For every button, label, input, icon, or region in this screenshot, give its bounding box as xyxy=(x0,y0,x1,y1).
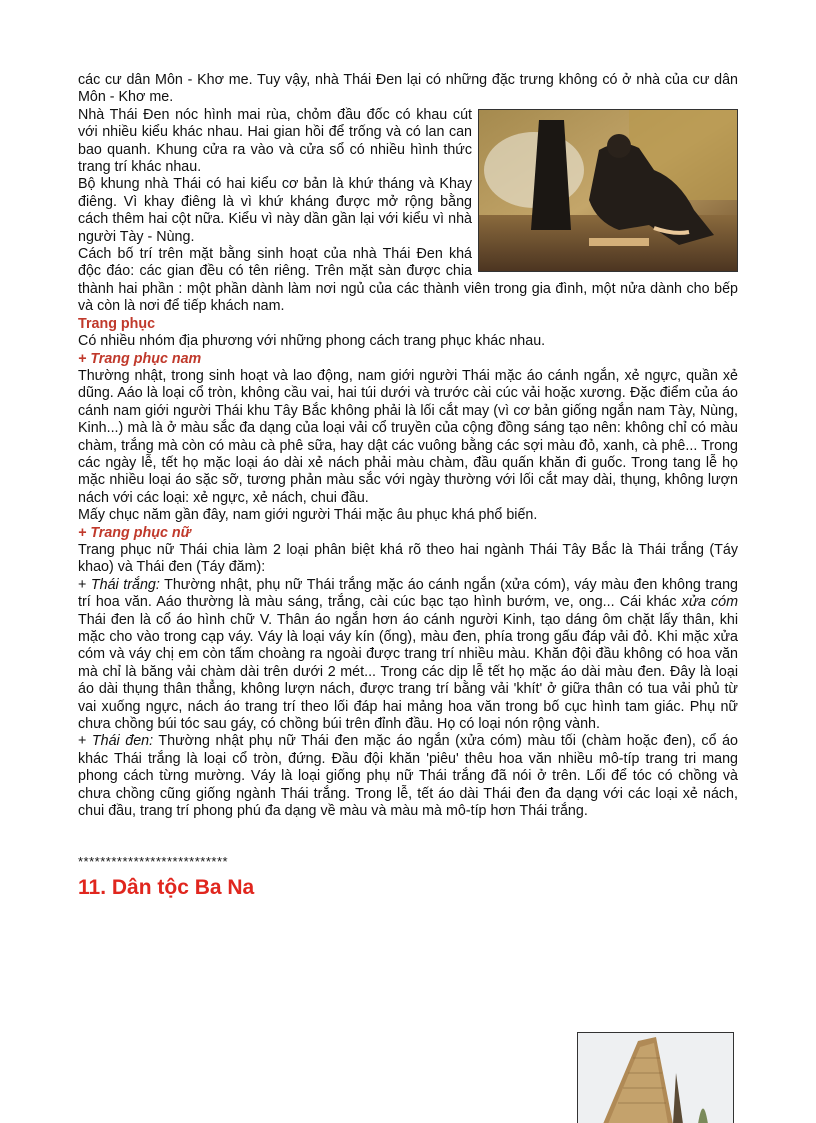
male-costume-paragraph: Thường nhật, trong sinh hoạt và lao động, nam giới người Thái mặc áo cánh ngắn, xẻ ngực, quần xẻ dũng. Aáo là loại cổ tròn, không cầu vai, hai túi dưới và trước cài cúc vải hoặc xương. Đặc điểm của áo cánh nam giới người Thái khu Tây Bắc không phải là lối cắt may (vì cơ bản giống ngắn nam Tày, Nùng, Kinh...) mà là ở màu sắc đa dạng của loại vải cổ truyền của cộng đồng sáng tạo nên: không chỉ có màu chàm, trắng mà còn có màu cà phê sữa, hay dật các vuông bằng các sợi màu đỏ, xanh, cà phê... Trong các ngày lễ, tết họ mặc loại áo dài xẻ nách phải màu chàm, đầu quấn khăn đi guốc. Trong tang lễ họ mặc nhiều loại áo sặc sỡ, tương phản màu sắc với ngày thường với lối cắt may dài, thụng, không lượn nách với các loại: xẻ ngực, xẻ nách, chui đầu. xyxy=(78,367,738,506)
section-title-ba-na: 11. Dân tộc Ba Na xyxy=(78,875,255,899)
thai-photo xyxy=(478,109,738,272)
ba-na-house-photo xyxy=(577,1032,734,1123)
rong-house-photo xyxy=(578,1033,734,1123)
male-costume-heading: + Trang phục nam xyxy=(78,350,202,367)
male-costume-modern: Mấy chục năm gần đây, nam giới người Thái mặc âu phục khá phổ biến. xyxy=(78,507,538,524)
house-layout-paragraph: Cách bố trí trên mặt bằng sinh hoạt của nhà Thái Đen khá độc đáo: các gian đều có tên riêng. Trên mặt sàn được chia thành hai phần : một phần dành làm nơi ngủ của các thành viên trong gia đình, một nửa dành cho bếp và còn là nơi để tiếp khách nam. xyxy=(78,246,738,315)
house-frame-paragraph: Bộ khung nhà Thái có hai kiểu cơ bản là khứ tháng và Khay điêng. Vì khay điêng là vì khứ kháng được mở rộng bằng cách thêm hai cột nữa. Kiểu vì này dần gần lại với kiểu vì nhà người Tày - Nùng. xyxy=(78,176,472,245)
white-thai-text-b: Thái đen là cổ áo hình chữ V. Thân áo ngắn hơn áo cánh người Kinh, tạo dáng ôm chặt lấy thân, khi mặc cho vào trong cạp váy. Váy là loại váy kín (ống), màu đen, phía trong gấu đáp vải đỏ. Khi mặc xửa cóm và váy chị em còn tấm choàng ra ngoài được trang trí nhiều màu. Khăn đội đầu không có hoa văn mà chỉ là băng vải chàm dài trên dưới 2 mét... Trong các dịp lễ tết họ mặc áo dài màu đen. Đây là loại áo dài thụng thân thẳng, không lượn nách, được trang trí bằng vải 'khít' ở giữa thân có tua vải phủ từ vai xuống ngực, nách áo trang trí theo lối đáp hai mảng hoa văn trong bố cục hình tam giác. Phụ nữ chưa chồng búi tóc sau gáy, có chồng búi trên đỉnh đầu. Họ có loại nón rộng vành. xyxy=(78,611,738,733)
black-thai-label: Thái đen: xyxy=(91,733,154,750)
woman-working-photo xyxy=(479,110,738,272)
document-page xyxy=(78,72,738,901)
section-separator: *************************** xyxy=(78,854,229,870)
costume-heading: Trang phục xyxy=(78,315,156,332)
white-thai-paragraph xyxy=(78,577,738,734)
black-thai-prefix: + xyxy=(78,733,92,750)
black-thai-paragraph xyxy=(78,733,738,820)
female-costume-heading: + Trang phục nữ xyxy=(78,524,191,541)
intro-paragraph: các cư dân Môn - Khơ me. Tuy vậy, nhà Thái Đen lại có những đặc trưng không có ở nhà của cư dân Môn - Khơ me. xyxy=(78,72,738,106)
white-thai-label: Thái trắng: xyxy=(90,576,160,593)
house-roof-paragraph: Nhà Thái Đen nóc hình mai rùa, chỏm đầu đốc có khau cút với nhiều kiểu khác nhau. Hai gian hồi để trống và có lan can bao quanh. Khung cửa ra vào và cửa sổ có nhiều hình thức trang trí khác nhau. xyxy=(78,106,472,176)
white-thai-text-a: Thường nhật, phụ nữ Thái trắng mặc áo cánh ngắn (xửa cóm), váy màu đen không trang trí hoa văn. Aáo thường là màu sáng, trắng, cài cúc bạc tạo hình bướm, ve, ong... Cái khác xyxy=(78,576,739,611)
costume-intro: Có nhiều nhóm địa phương với những phong cách trang phục khác nhau. xyxy=(78,333,546,350)
xua-com-term: xửa cóm xyxy=(681,594,738,611)
black-thai-text: Thường nhật phụ nữ Thái đen mặc áo ngắn (xửa cóm) màu tối (chàm hoặc đen), cổ áo khác Thái trắng là loại cổ tròn, đứng. Đầu đội khăn 'piêu' thêu hoa văn nhiều mô-típ trang tri mang phong cách từng mường. Váy là loại giống phụ nữ Thái trắng đã nói ở trên. Lối để tóc có chồng và chưa chồng cũng giống ngành Thái trắng. Trong lễ, tết áo dài Thái đen đa dạng với các loại xẻ nách, chui đầu, trang trí phong phú đa dạng về màu và màu mà mô-típ hơn Thái trắng. xyxy=(78,733,738,820)
white-thai-prefix: + xyxy=(78,576,91,593)
female-costume-intro: Trang phục nữ Thái chia làm 2 loại phân biệt khá rõ theo hai ngành Thái Tây Bắc là Thái trắng (Táy khao) và Thái đen (Táy đăm): xyxy=(78,541,738,576)
